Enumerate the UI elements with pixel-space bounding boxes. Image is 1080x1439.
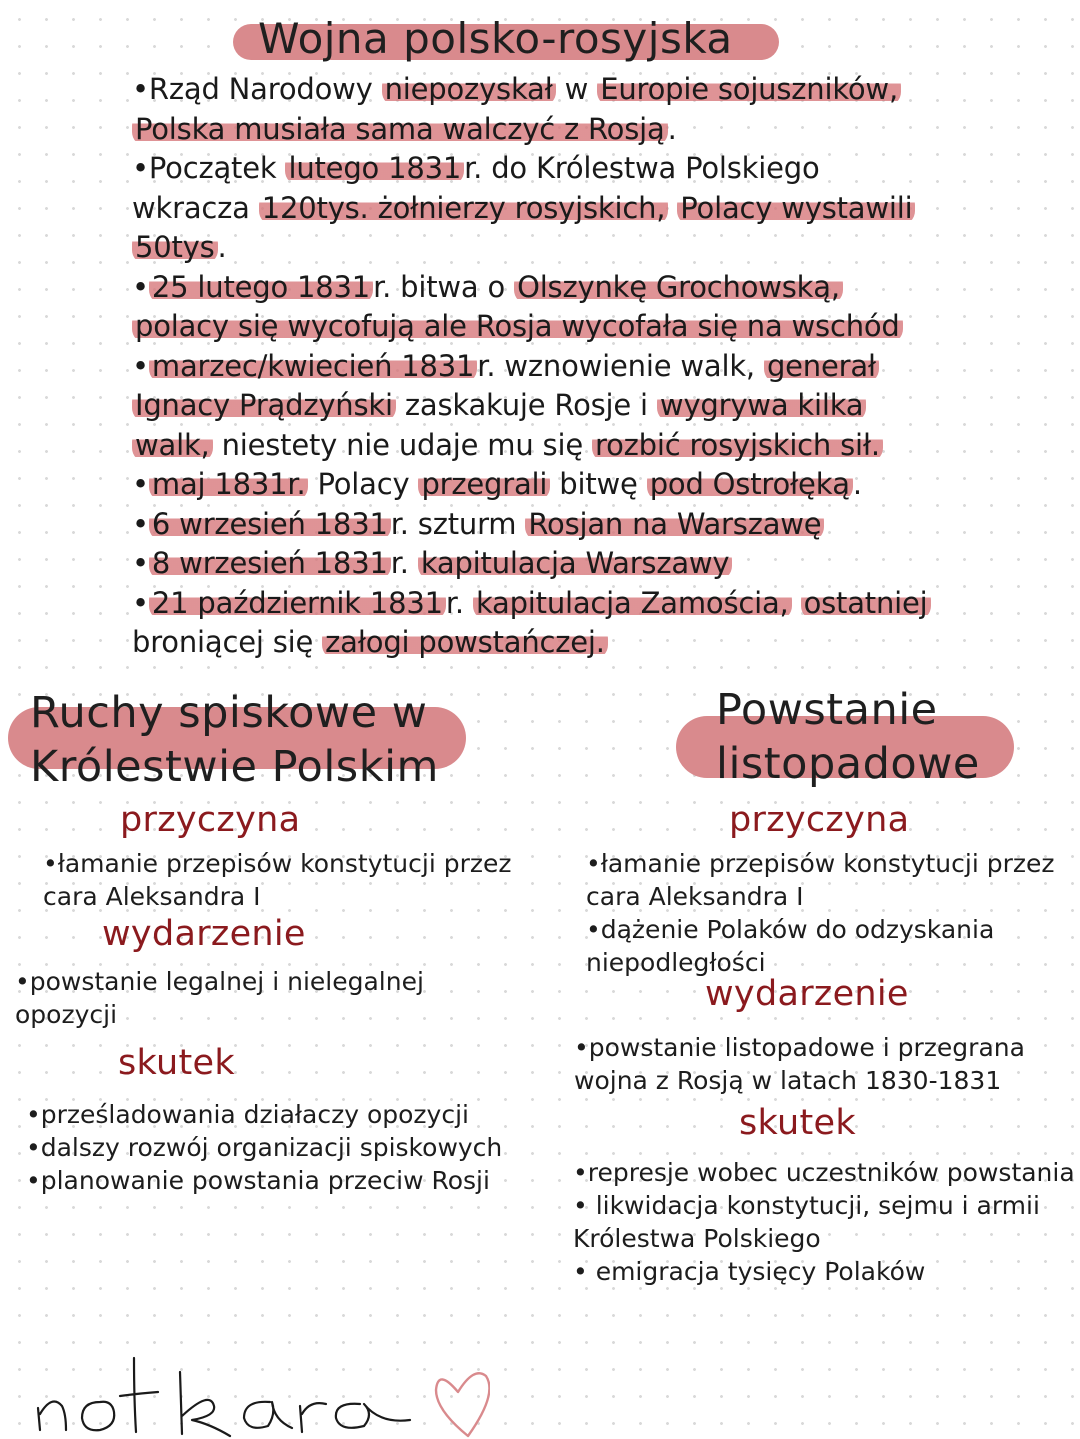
highlighted-text: 8 wrzesień 1831 [149,546,391,580]
highlighted-text: ostatniej [801,586,931,620]
text: r. do Królestwa Polskiego [464,151,820,185]
highlighted-text: 120tys. żołnierzy rosyjskich, [259,191,669,225]
list-item: •dążenie Polaków do odzyskania [586,915,995,944]
intro-line [132,544,1032,584]
intro-line [132,623,1032,663]
text: r. [390,546,418,580]
left-cause-heading: przyczyna [120,800,301,840]
highlighted-text: załogi powstańczej. [322,625,608,659]
intro-line [132,465,1032,505]
right-cause-heading: przyczyna [729,800,910,840]
highlighted-text: kapitulacja Zamościa, [473,586,792,620]
text: . [667,111,677,146]
intro-line [132,426,1032,466]
intro-line [132,268,1032,308]
highlighted-text: 21 październik 1831 [149,586,446,620]
highlighted-text: maj 1831r. [149,467,309,501]
intro-line [132,347,1032,387]
text [668,191,677,225]
highlighted-text: Olszynkę Grochowską, [514,270,843,304]
text: . [852,467,862,501]
intro-line [132,70,1032,110]
highlighted-text: przegrali [418,467,550,501]
left-title-line: Ruchy spiskowe w [30,688,428,738]
list-item: •represje wobec uczestników powstania [573,1158,1075,1187]
text: r. [445,585,473,620]
text: • [132,269,149,304]
left-section-title [30,686,439,794]
highlighted-text: marzec/kwiecień 1831 [149,349,477,383]
list-item: niepodległości [586,948,766,977]
right-effect-list [573,1156,1075,1288]
text: bitwę [550,467,647,501]
intro-line [132,386,1032,426]
text: Polacy [308,467,419,501]
intro-paragraph [132,70,1032,663]
list-item: •powstanie listopadowe i przegrana [574,1033,1025,1062]
intro-line [132,307,1032,347]
left-effect-list [26,1098,502,1197]
text: • [132,506,149,541]
text: zaskakuje Rosje i [395,388,657,422]
highlighted-text: Europie sojuszników, [597,72,901,106]
right-title-line: listopadowe [716,739,980,789]
list-item: cara Aleksandra I [586,882,804,911]
intro-line [132,228,1032,268]
text: • [132,585,149,620]
text: r. szturm [390,506,526,541]
right-section-title [716,683,980,791]
left-event-heading: wydarzenie [102,914,306,954]
right-title-line: Powstanie [716,685,938,735]
intro-line [132,149,1032,189]
highlighted-text: Rosjan na Warszawę [525,507,824,541]
text: . [217,230,227,264]
right-effect-heading: skutek [739,1103,856,1143]
intro-line [132,505,1032,545]
right-event-list [574,1031,1025,1097]
highlighted-text: kapitulacja Warszawy [418,546,733,580]
highlighted-text: niepozyskał [382,72,556,106]
highlighted-text: generał [764,349,879,383]
text: • [132,348,149,383]
highlighted-text: 6 wrzesień 1831 [149,507,391,541]
text: broniącej się [132,625,323,659]
highlighted-text: wygrywa kilka [657,388,866,422]
text: wkracza [132,190,259,225]
highlighted-text: polacy się wycofują ale Rosja wycofała się na wschód [132,309,903,343]
left-title-line: Królestwie Polskim [30,742,439,792]
left-cause-list [43,847,512,913]
text [792,586,801,620]
highlighted-text: pod Ostrołęką [647,467,853,501]
text: •Początek [132,151,286,185]
list-item: • emigracja tysięcy Polaków [573,1257,926,1286]
heart-icon [436,1373,489,1436]
list-item: opozycji [15,1000,118,1029]
intro-line [132,584,1032,624]
text: •Rząd Narodowy [132,72,382,106]
text: r. bitwa o [373,269,515,304]
highlighted-text: Ignacy Prądzyński [132,388,396,422]
text: • [132,467,149,501]
list-item: •łamanie przepisów konstytucji przez [43,849,512,878]
list-item: • likwidacja konstytucji, sejmu i armii [573,1191,1040,1220]
highlighted-text: lutego 1831 [285,151,464,185]
right-event-heading: wydarzenie [705,974,909,1014]
page-title: Wojna polsko-rosyjska [258,14,733,63]
highlighted-text: 25 lutego 1831 [149,270,373,304]
highlighted-text: 50tys [132,230,218,264]
list-item: wojna z Rosją w latach 1830-1831 [574,1066,1002,1095]
intro-line [132,110,1032,150]
list-item: •planowanie powstania przeciw Rosji [26,1166,490,1195]
text: r. wznowienie walk, [477,348,764,383]
list-item: •dalszy rozwój organizacji spiskowych [26,1133,503,1162]
highlighted-text: rozbić rosyjskich sił. [592,428,883,462]
intro-line [132,189,1032,229]
list-item: cara Aleksandra I [43,882,261,911]
left-event-list [15,965,424,1031]
list-item: Królestwa Polskiego [573,1224,821,1253]
highlighted-text: Polacy wystawili [677,191,915,225]
text: • [132,546,149,580]
left-effect-heading: skutek [118,1043,235,1083]
signature-logo [30,1350,490,1439]
highlighted-text: Polska musiała sama walczyć z Rosją [132,112,668,146]
list-item: •powstanie legalnej i nielegalnej [15,967,424,996]
text: niestety nie udaje mu się [212,427,592,462]
list-item: •prześladowania działaczy opozycji [26,1100,469,1129]
right-cause-list [586,847,1055,979]
list-item: •łamanie przepisów konstytucji przez [586,849,1055,878]
highlighted-text: walk, [132,428,213,462]
text: w [555,72,598,106]
